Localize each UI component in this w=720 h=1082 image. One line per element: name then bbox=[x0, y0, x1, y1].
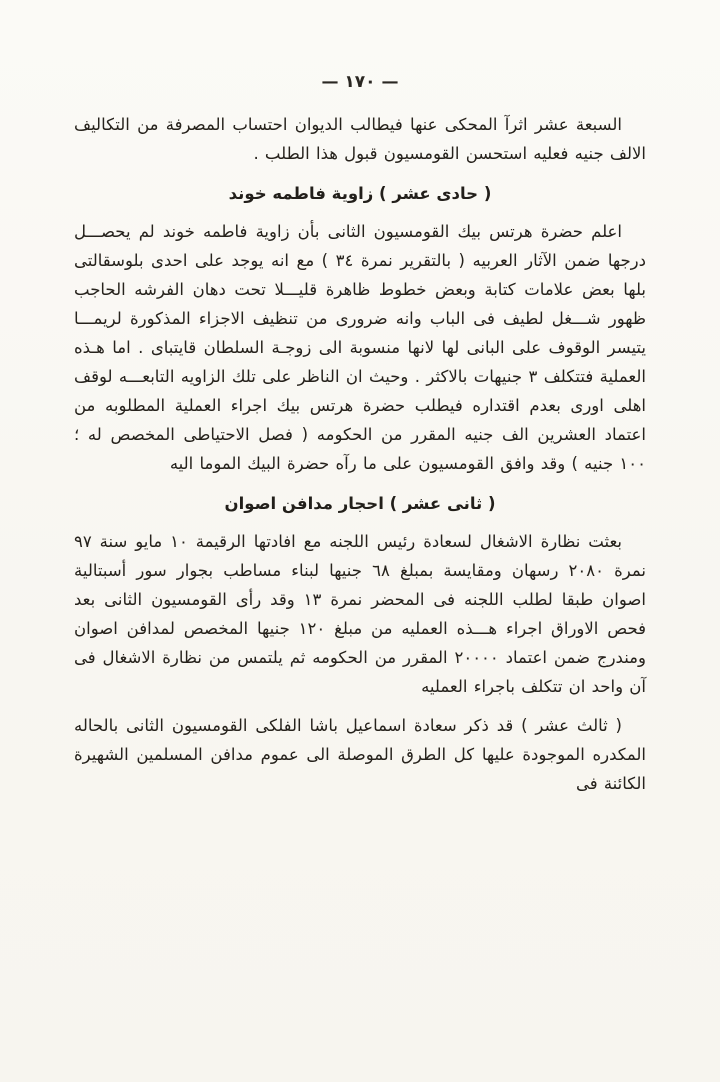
paragraph-seventeen-monuments: السبعة عشر اثرآ المحكى عنها فيطالب الديوان احتساب المصرفة من التكاليف الالف جنيه فعليه استحسن القومسيون قبول هذا الطلب . bbox=[74, 115, 646, 163]
paragraph-eleventh-item-body: اعلم حضرة هرتس بيك القومسيون الثانى بأن زاوية فاطمه خوند لم يحصـــل درجها ضمن الآثار العربيه ( بالتقرير نمرة ٣٤ ) مع انه يوجد على احدى بلوسقالتى بلها بعض علامات كتابة وبعض خطوط ظاهرة قليـــلا تحت دهان الفرشه الحاجب ظهور شـــغل لطيف فى الباب وانه ضرورى من تنظيف الاجزاء المذكورة لريمـــا يتيسر الوقوف على البانى لها لانها منسوبة الى زوجـة السلطان قايتباى . اما هـذه العملية فتتكلف ٣ جنيهات بالاكثر . وحيث ان الناظر على تلك الزاويه التابعـــه لوقف اهلى اورى بعدم اقتداره فيطلب حضرة هرتس بيك اجراء العملية المطلوبه من اعتماد العشرين الف جنيه المقرر من الحكومه ( فصل الاحتياطى المخصص له ؛ ١٠٠ جنيه ) وقد وافق القومسيون على ما رآه حضرة البيك الموما اليه bbox=[74, 222, 646, 473]
page-number: — ١٧٠ — bbox=[321, 72, 399, 92]
paragraph-twelfth-item-body: بعثت نظارة الاشغال لسعادة رئيس اللجنه مع افادتها الرقيمة ١٠ مايو سنة ٩٧ نمرة ٢٠٨٠ رسهان ومقايسة بمبلغ ٦٨ جنيها لبناء مساطب بجوار سور أسبتالية اصوان طبقا لطلب اللجنه فى المحضر نمرة ١٣ وقد رأى القومسيون الثانى بعد فحص الاوراق اجراء هـــذه العمليه من مبلغ ١٢٠ جنيها المخصص لمدافن اصوان ومندرج ضمن اعتماد ٢٠٠٠٠ المقرر من الحكومه ثم يلتمس من نظارة الاشغال فى آن واحد ان تتكلف باجراء العمليه bbox=[74, 532, 647, 696]
section-heading-twelfth-aswan-cemetery-stones: ( ثانى عشر ) احجار مدافن اصوان bbox=[224, 494, 496, 513]
section-heading-eleventh-zawiya-fatima-khund: ( حادى عشر ) زاوية فاطمه خوند bbox=[228, 184, 492, 203]
paragraph-thirteenth-item-body: ( ثالث عشر ) قد ذكر سعادة اسماعيل باشا الفلكى القومسيون الثانى بالحاله المكدره الموجودة عليها كل الطرق الموصلة الى عموم مدافن المسلمين الشهيرة الكائنة فى bbox=[74, 716, 646, 793]
